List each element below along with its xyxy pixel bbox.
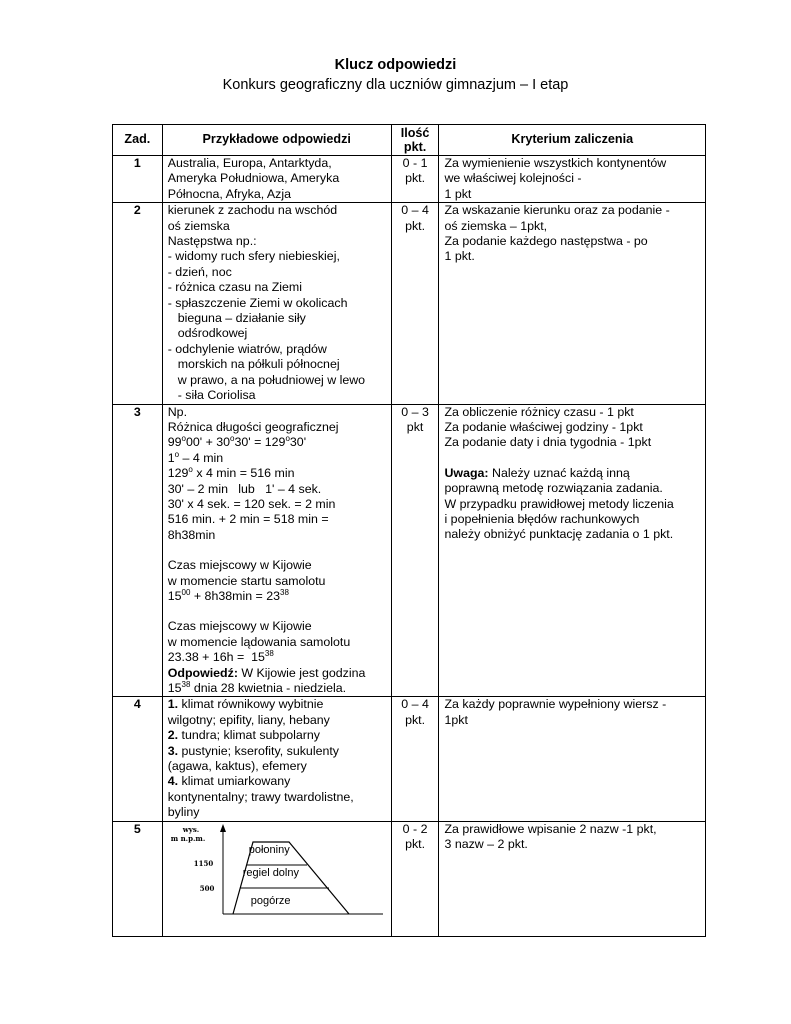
task-number: 2 <box>113 203 163 404</box>
points-range: 0 – 4 <box>401 697 429 712</box>
criterion-line <box>444 466 700 481</box>
text-run: tundra; klimat subpolarny <box>178 728 320 743</box>
answer-line: Australia, Europa, Antarktyda, <box>167 156 332 170</box>
answer-line: Ameryka Południowa, Ameryka <box>167 171 340 186</box>
superscript: o <box>230 434 235 444</box>
points-range: 0 - 2 <box>402 821 428 836</box>
criterion-line: Za obliczenie różnicy czasu - 1 pkt <box>444 404 634 419</box>
tick-label-1150: 1150 <box>193 858 214 868</box>
answer-line: - siła Coriolisa <box>177 388 256 403</box>
text-run: 129 <box>167 466 189 481</box>
y-axis-arrow <box>220 824 226 832</box>
criterion-line: 1pkt <box>444 712 468 727</box>
answer-line <box>168 697 386 712</box>
superscript: 38 <box>280 587 289 597</box>
criterion-line: 1 pkt. <box>444 249 475 264</box>
answer-line: - dzień, noc <box>167 264 232 279</box>
answer-line: - widomy ruch sfery niebieskiej, <box>167 249 340 264</box>
table-row <box>113 404 706 697</box>
criterion-line: we właściwej kolejności - <box>444 171 582 186</box>
item-number: 3. <box>167 743 179 758</box>
spacer <box>168 543 386 558</box>
answer-line <box>168 589 386 604</box>
answer-line: oś ziemska <box>167 218 230 233</box>
answer-line: - odchylenie wiatrów, prądów <box>167 341 327 356</box>
answer-line: (agawa, kaktus), efemery <box>167 759 307 774</box>
answer-line <box>168 666 386 681</box>
table-row <box>113 821 706 936</box>
text-run: + 8h38min = 23 <box>190 588 280 603</box>
points-unit: pkt. <box>405 218 426 233</box>
answer-line: 30' x 4 sek. = 120 sek. = 2 min <box>167 496 336 511</box>
answer-cell <box>162 697 391 821</box>
points-range: 0 - 1 <box>402 156 428 170</box>
table-row <box>113 203 706 404</box>
answer-line: - spłaszczenie Ziemi w okolicach <box>167 295 348 310</box>
zone-label-poloniny: połoniny <box>248 843 290 856</box>
answer-line <box>168 466 386 481</box>
text-run: 1 <box>167 450 175 465</box>
axis-label-height: wys. <box>182 824 200 834</box>
answer-line: kierunek z zachodu na wschód <box>167 203 338 218</box>
text-run: x 4 min = 516 min <box>192 466 295 481</box>
answer-line <box>168 744 386 759</box>
task-number: 5 <box>113 821 163 936</box>
answer-line: 8h38min <box>167 527 216 542</box>
points-cell <box>391 156 439 203</box>
answer-line <box>168 728 386 743</box>
answer-line: Czas miejscowy w Kijowie <box>167 558 312 573</box>
criterion-cell <box>439 821 706 936</box>
points-range: 0 – 3 <box>401 404 429 419</box>
points-cell <box>391 203 439 404</box>
task-number: 4 <box>113 697 163 821</box>
criterion-line: 1 pkt <box>444 186 472 201</box>
answer-line: 30' – 2 min lub 1' – 4 sek. <box>167 481 322 496</box>
points-cell <box>391 697 439 821</box>
criterion-line: Za podanie właściwej godziny - 1pkt <box>444 419 643 434</box>
superscript: o <box>174 449 180 459</box>
criterion-line: Za wskazanie kierunku oraz za podanie - <box>444 203 670 218</box>
answer-line <box>168 451 386 466</box>
criterion-line: oś ziemska – 1pkt, <box>444 218 548 233</box>
text-run: Należy uznać każdą inną <box>488 465 630 480</box>
answer-line: kontynentalny; trawy twardolistne, <box>167 789 354 804</box>
text-run: – 4 min <box>179 450 224 465</box>
tick-label-500: 500 <box>199 883 215 893</box>
altitude-zones-diagram <box>163 822 387 930</box>
header-points <box>391 125 439 156</box>
header-answers: Przykładowe odpowiedzi <box>162 125 391 156</box>
text-run: klimat równikowy wybitnie <box>178 697 324 712</box>
task-number: 3 <box>113 404 163 697</box>
criterion-cell <box>439 156 706 203</box>
superscript: o <box>285 434 290 444</box>
document-title: Klucz odpowiedzi <box>334 57 457 73</box>
criterion-line: Za każdy poprawnie wypełniony wiersz - <box>444 697 667 712</box>
criterion-line: W przypadku prawidłowej metody liczenia <box>444 496 674 511</box>
text-run: 00' + 30 <box>185 435 231 450</box>
answer-line <box>168 681 386 696</box>
points-unit: pkt. <box>405 712 426 727</box>
item-number: 4. <box>167 774 179 789</box>
text-run: 30' = 129 <box>234 435 286 450</box>
answer-line: Północna, Afryka, Azja <box>167 186 292 201</box>
text-run: dnia 28 kwietnia - niedziela. <box>190 681 347 695</box>
answer-line: Czas miejscowy w Kijowie <box>167 619 312 634</box>
text-run: 15 <box>167 681 182 695</box>
answer-line: Np. <box>167 404 188 419</box>
criterion-line: i popełnienia błędów rachunkowych <box>444 511 640 526</box>
answer-line: 516 min. + 2 min = 518 min = <box>167 512 329 527</box>
criterion-line: Za podanie każdego następstwa - po <box>444 234 648 249</box>
answer-line <box>168 435 386 450</box>
header-points-line1: Ilość <box>400 126 430 140</box>
answer-line: w momencie lądowania samolotu <box>167 634 351 649</box>
table-row <box>113 697 706 821</box>
criterion-line: Za wymienienie wszystkich kontynentów <box>444 156 667 170</box>
answer-cell <box>162 821 391 936</box>
text-run: 99 <box>167 435 182 450</box>
answer-line: wilgotny; epifity, liany, hebany <box>167 712 330 727</box>
answer-line: byliny <box>167 805 200 820</box>
text-run: 15 <box>167 588 182 603</box>
answer-line: odśrodkowej <box>177 326 248 341</box>
criterion-cell <box>439 203 706 404</box>
item-number: 2. <box>167 728 179 743</box>
superscript: 38 <box>264 649 274 659</box>
answer-label: Odpowiedź: <box>167 665 238 680</box>
criterion-cell <box>439 404 706 697</box>
text-run: klimat umiarkowany <box>178 774 291 789</box>
spacer <box>444 451 700 466</box>
criterion-cell <box>439 697 706 821</box>
answer-key-table <box>112 124 706 937</box>
points-unit: pkt. <box>405 837 426 852</box>
criterion-line: poprawną metodę rozwiązania zadania. <box>444 481 663 496</box>
criterion-line: należy obniżyć punktację zadania o 1 pkt. <box>444 527 674 542</box>
header-points-line2: pkt. <box>403 140 427 154</box>
answer-line <box>168 650 386 665</box>
answer-line: Następstwa np.: <box>167 234 257 249</box>
criterion-line: Za prawidłowe wpisanie 2 nazw -1 pkt, <box>444 821 657 836</box>
answer-cell <box>162 203 391 404</box>
header-zad: Zad. <box>113 125 163 156</box>
answer-line: Różnica długości geograficznej <box>167 419 339 434</box>
document-subtitle: Konkurs geograficzny dla uczniów gimnazjum – I etap <box>222 77 569 93</box>
header-criterion: Kryterium zaliczenia <box>439 125 706 156</box>
points-range: 0 – 4 <box>401 203 429 218</box>
answer-line <box>168 774 386 789</box>
task-number: 1 <box>113 156 163 203</box>
text-run: 23.38 + 16h = 15 <box>167 650 265 665</box>
answer-line: bieguna – działanie siły <box>177 311 306 326</box>
superscript: o <box>188 465 193 475</box>
superscript: 38 <box>181 680 191 689</box>
answer-line: w prawo, a na południowej w lewo <box>177 372 366 387</box>
axis-label-unit: m n.p.m. <box>170 833 206 843</box>
answer-line: w momencie startu samolotu <box>167 573 326 588</box>
item-number: 1. <box>167 697 179 712</box>
points-cell <box>391 404 439 697</box>
spacer <box>168 604 386 619</box>
answer-cell <box>162 404 391 697</box>
text-run: 30' <box>289 435 307 450</box>
answer-cell <box>162 156 391 203</box>
superscript: o <box>181 434 186 444</box>
answer-line: morskich na półkuli północnej <box>177 357 340 372</box>
criterion-line: Za podanie daty i dnia tygodnia - 1pkt <box>444 435 652 450</box>
superscript: 00 <box>181 587 191 597</box>
criterion-line: 3 nazw – 2 pkt. <box>444 837 528 852</box>
points-unit: pkt. <box>405 171 426 186</box>
points-unit: pkt <box>406 419 424 434</box>
table-row <box>113 156 706 203</box>
table-header-row <box>113 125 706 156</box>
zone-label-pogorze: pogórze <box>250 894 291 907</box>
points-cell <box>391 821 439 936</box>
text-run: pustynie; kserofity, sukulenty <box>178 743 339 758</box>
answer-line: - różnica czasu na Ziemi <box>167 280 303 295</box>
text-run: W Kijowie jest godzina <box>237 665 366 680</box>
note-label: Uwaga: <box>444 465 489 480</box>
zone-label-regiel-dolny: regiel dolny <box>242 866 299 879</box>
